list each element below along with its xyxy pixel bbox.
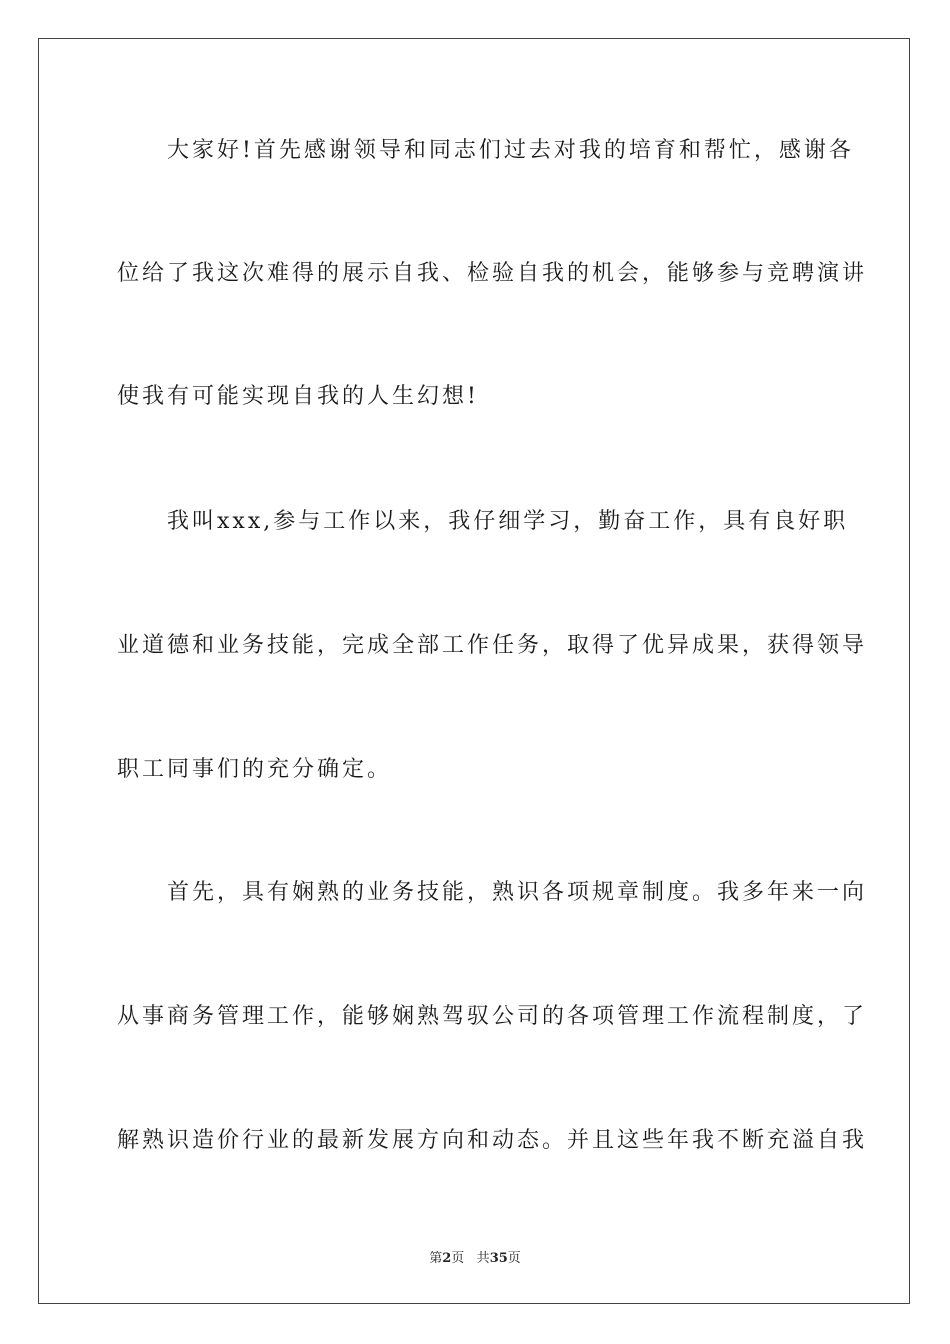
footer-total-prefix: 共 bbox=[476, 1251, 490, 1266]
current-page-number: 2 bbox=[442, 1251, 452, 1266]
total-pages-number: 35 bbox=[489, 1251, 508, 1266]
page-footer bbox=[0, 1247, 950, 1266]
paragraph-line-6: 职工同事们的充分确定。 bbox=[117, 757, 393, 782]
footer-total-unit: 页 bbox=[507, 1251, 521, 1266]
paragraph-line-4: 我叫xxx,参与工作以来，我仔细学习，勤奋工作，具有良好职 bbox=[117, 509, 849, 534]
footer-page-unit: 页 bbox=[451, 1251, 465, 1266]
footer-prefix: 第 bbox=[429, 1251, 443, 1266]
paragraph-line-3: 使我有可能实现自我的人生幻想! bbox=[117, 384, 479, 409]
paragraph-line-1: 大家好!首先感谢领导和同志们过去对我的培育和帮忙，感谢各 bbox=[117, 138, 854, 163]
paragraph-line-7: 首先，具有娴熟的业务技能，熟识各项规章制度。我多年来一向 bbox=[117, 880, 868, 905]
paragraph-line-8: 从事商务管理工作，能够娴熟驾驭公司的各项管理工作流程制度，了 bbox=[117, 1004, 868, 1029]
page-border bbox=[38, 38, 910, 1304]
paragraph-line-2: 位给了我这次难得的展示自我、检验自我的机会，能够参与竞聘演讲 bbox=[117, 261, 868, 286]
paragraph-line-9: 解熟识造价行业的最新发展方向和动态。并且这些年我不断充溢自我 bbox=[117, 1128, 868, 1153]
paragraph-line-5: 业道德和业务技能，完成全部工作任务，取得了优异成果，获得领导 bbox=[117, 633, 868, 658]
